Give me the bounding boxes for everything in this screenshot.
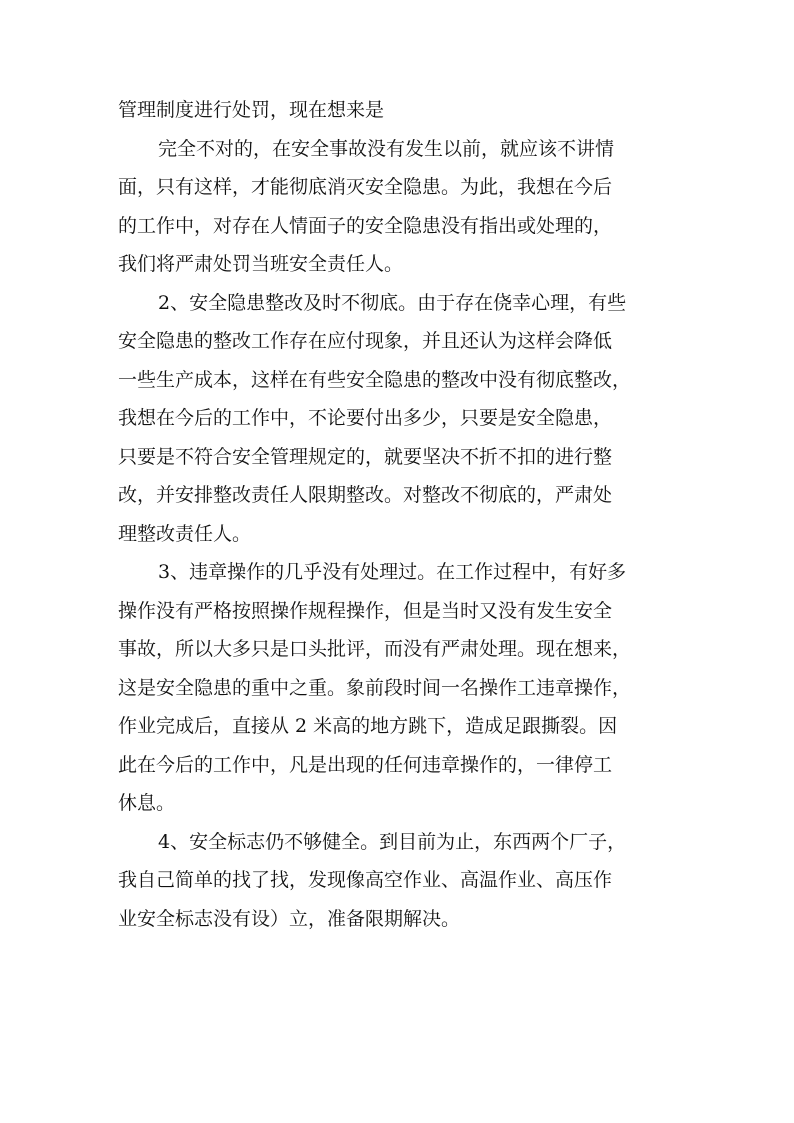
paragraph-first-line: 完全不对的，在安全事故没有发生以前，就应该不讲情 — [158, 137, 615, 160]
text-line: 改，并安排整改责任人限期整改。对整改不彻底的，严肃处 — [118, 484, 613, 506]
text-line: 我自己简单的找了找，发现像高空作业、高温作业、高压作 — [118, 869, 613, 891]
text-line: 一些生产成本，这样在有些安全隐患的整改中没有彻底整改， — [118, 368, 632, 391]
text-line: 的工作中，对存在人情面子的安全隐患没有指出或处理的， — [118, 214, 613, 237]
text-line: 安全隐患的整改工作存在应付现象，并且还认为这样会降低 — [118, 330, 613, 352]
text-line: 事故，所以大多只是口头批评，而没有严肃处理。现在想来， — [118, 638, 632, 660]
paragraph-first-line: 4、安全标志仍不够健全。到目前为止，东西两个厂子， — [158, 830, 627, 853]
text-line: 操作没有严格按照操作规程操作，但是当时又没有发生安全 — [118, 599, 613, 622]
text-line: 这是安全隐患的重中之重。象前段时间一名操作工违章操作， — [118, 676, 632, 699]
text-line: 理整改责任人。 — [118, 522, 252, 545]
text-line: 休息。 — [118, 792, 176, 814]
text-line: 面，只有这样，才能彻底消灭安全隐患。为此，我想在今后 — [118, 176, 613, 198]
text-line: 我想在今后的工作中，不论要付出多少，只要是安全隐患， — [118, 407, 613, 429]
text-line: 作业完成后，直接从 2 米高的地方跳下，造成足跟撕裂。因 — [118, 715, 618, 737]
text-line: 管理制度进行处罚，现在想来是 — [118, 99, 385, 121]
paragraph-first-line: 3、违章操作的几乎没有处理过。在工作过程中，有好多 — [158, 561, 627, 583]
paragraph-first-line: 2、安全隐患整改及时不彻底。由于存在侥幸心理，有些 — [158, 291, 627, 314]
text-line: 业安全标志没有设）立，准备限期解决。 — [118, 907, 461, 930]
text-line: 此在今后的工作中，凡是出现的任何违章操作的，一律停工 — [118, 753, 613, 776]
document-body — [118, 91, 678, 938]
text-line: 我们将严肃处罚当班安全责任人。 — [118, 253, 404, 275]
text-line: 只要是不符合安全管理规定的，就要坚决不折不扣的进行整 — [118, 445, 613, 468]
